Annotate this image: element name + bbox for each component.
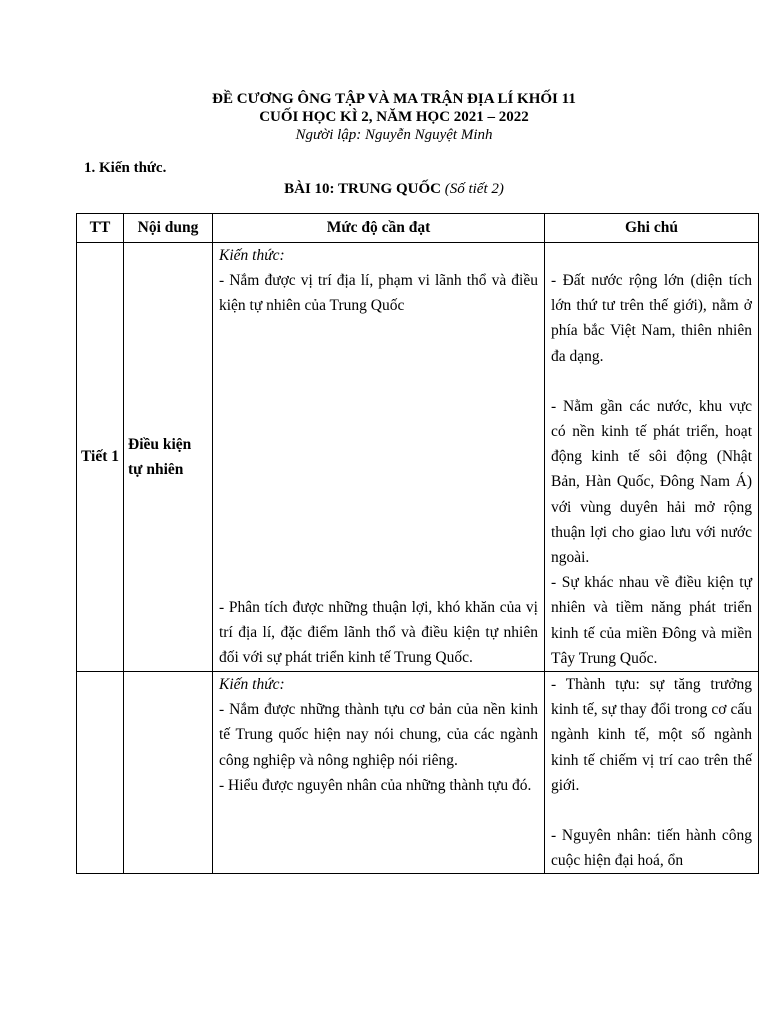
header-notes: Ghi chú	[545, 214, 759, 243]
row2-content	[124, 672, 213, 874]
table-row	[77, 672, 759, 874]
row1-level-item-1: - Nắm được vị trí địa lí, phạm vi lãnh thổ và điều kiện tự nhiên của Trung Quốc	[219, 272, 538, 315]
document-author: Người lập: Nguyễn Nguyệt Minh	[295, 127, 493, 143]
row2-tt	[77, 672, 124, 874]
row1-note-2: - Nằm gần các nước, khu vực có nền kinh tế phát triển, hoạt động kinh tế sôi động (Nhật Bản, Hàn Quốc, Đông Nam Á) với vùng duyên hải mở rộng thuận lợi cho giao lưu với nước ngoài.	[551, 397, 752, 567]
curriculum-table	[76, 213, 759, 874]
row1-notes	[545, 243, 759, 672]
row1-tt: Tiết 1	[77, 243, 124, 672]
lesson-title	[0, 179, 768, 199]
lesson-period-note: (Số tiết 2)	[444, 181, 504, 197]
row2-notes	[545, 672, 759, 874]
note-spacer	[551, 798, 752, 823]
section-heading: 1. Kiến thức.	[84, 160, 167, 176]
lesson-title-text: BÀI 10: TRUNG QUỐC	[284, 181, 441, 197]
note-spacer	[551, 369, 752, 394]
row2-level	[213, 672, 545, 874]
table-row	[77, 243, 759, 672]
row1-level	[213, 243, 545, 672]
row2-level-label: Kiến thức:	[219, 676, 285, 694]
row2-level-item-1: - Nắm được những thành tựu cơ bản của nền kinh tế Trung quốc hiện nay nói chung, của các ngành công nghiệp và nông nghiệp nói riêng.	[219, 701, 538, 769]
row1-level-item-2: - Phân tích được những thuận lợi, khó khăn của vị trí địa lí, đặc điểm lãnh thổ và điều kiện tự nhiên đối với sự phát triển kinh tế Trung Quốc.	[219, 599, 538, 667]
header-tt: TT	[77, 214, 124, 243]
header-content: Nội dung	[124, 214, 213, 243]
document-title-line-1: ĐỀ CƯƠNG ÔNG TẬP VÀ MA TRẬN ĐỊA LÍ KHỐI 11	[212, 91, 576, 107]
row2-note-2: - Nguyên nhân: tiến hành công cuộc hiện đại hoá, ổn	[551, 827, 752, 870]
row1-content: Điều kiện tự nhiên	[124, 243, 213, 672]
header-level: Mức độ cần đạt	[213, 214, 545, 243]
row1-level-label: Kiến thức:	[219, 247, 285, 264]
row2-note-1: - Thành tựu: sự tăng trưởng kinh tế, sự thay đổi trong cơ cấu ngành kinh tế, một số ngành kinh tế chiếm vị trí cao trên thế giới.	[551, 676, 752, 794]
table-header-row	[77, 214, 759, 243]
row1-note-3: - Sự khác nhau về điều kiện tự nhiên và tiềm năng phát triển kinh tế của miền Đông và miền Tây Trung Quốc.	[551, 574, 752, 667]
document-title-line-2: CUỐI HỌC KÌ 2, NĂM HỌC 2021 – 2022	[259, 109, 529, 125]
row1-note-1: - Đất nước rộng lớn (diện tích lớn thứ tư trên thế giới), nằm ở phía bắc Việt Nam, thiên nhiên đa dạng.	[551, 272, 752, 365]
row2-level-item-2: - Hiểu được nguyên nhân của những thành tựu đó.	[219, 776, 532, 794]
